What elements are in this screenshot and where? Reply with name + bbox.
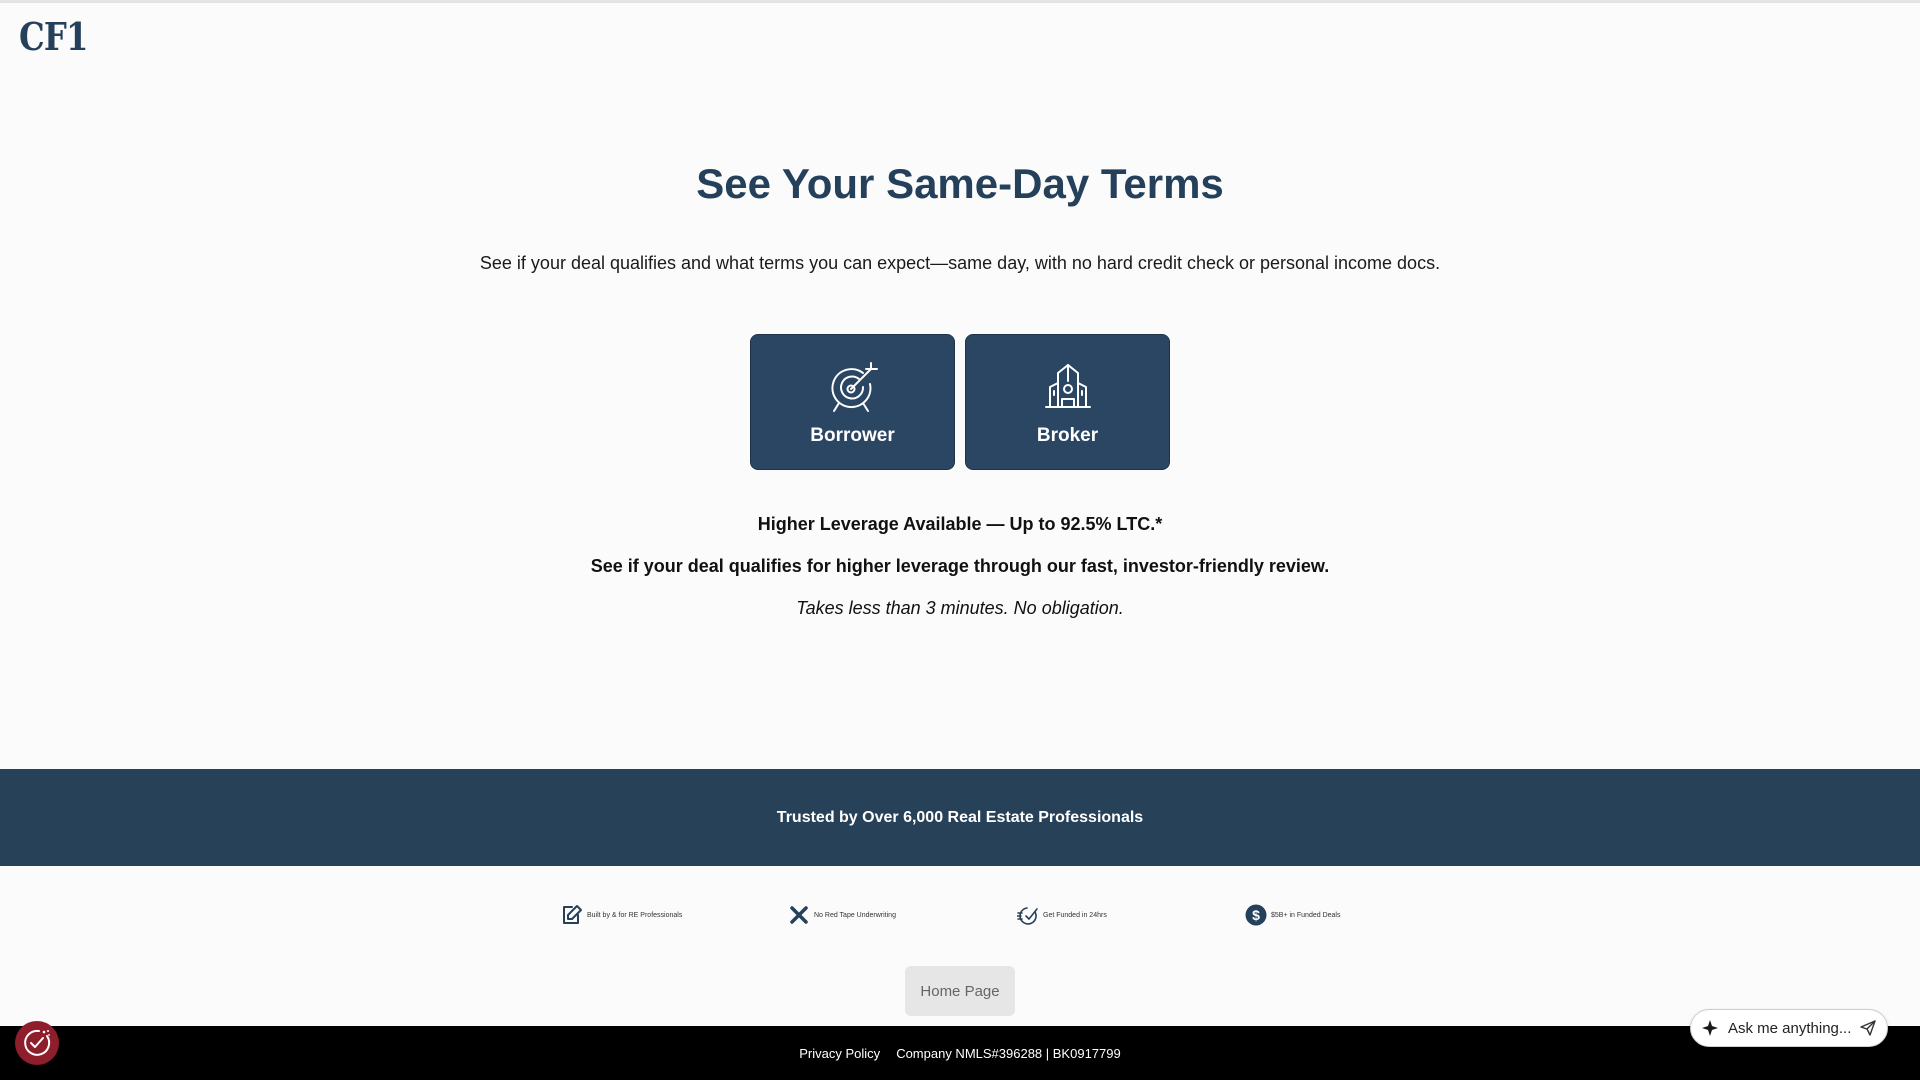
leverage-body: See if your deal qualifies for higher leverage through our fast, investor-friendly review. bbox=[590, 556, 1330, 576]
dollar-icon bbox=[1245, 904, 1267, 926]
edit-icon bbox=[561, 904, 583, 926]
cookie-settings-button[interactable] bbox=[15, 1021, 59, 1065]
chat-widget bbox=[1690, 1009, 1888, 1047]
chat-input[interactable] bbox=[1726, 1019, 1859, 1038]
feature-item bbox=[1017, 903, 1107, 927]
borrower-button[interactable] bbox=[750, 334, 955, 470]
role-choices bbox=[750, 334, 1170, 470]
privacy-policy-link[interactable]: Privacy Policy bbox=[799, 1045, 881, 1061]
feature-item bbox=[788, 903, 896, 927]
company-license: Company NMLS#396288 | BK0917799 bbox=[896, 1045, 1121, 1061]
x-icon bbox=[788, 904, 810, 926]
sparkle-icon bbox=[1701, 1019, 1719, 1037]
broker-button[interactable] bbox=[965, 334, 1170, 470]
fast-check-icon bbox=[1017, 904, 1039, 926]
broker-label: Broker bbox=[1036, 425, 1099, 446]
leverage-note: Takes less than 3 minutes. No obligation. bbox=[796, 598, 1124, 618]
footer bbox=[0, 1026, 1920, 1080]
home-page-button[interactable]: Home Page bbox=[905, 966, 1015, 1016]
leverage-headline: Higher Leverage Available — Up to 92.5% LTC.* bbox=[757, 514, 1163, 534]
logo[interactable]: CF1 bbox=[19, 14, 88, 59]
feature-text: No Red Tape Underwriting bbox=[814, 911, 896, 919]
cookie-check-icon bbox=[21, 1027, 53, 1059]
feature-text: Get Funded in 24hrs bbox=[1043, 911, 1107, 919]
trust-text: Trusted by Over 6,000 Real Estate Professionals bbox=[776, 808, 1144, 826]
trust-banner bbox=[0, 769, 1920, 866]
feature-text: Built by & for RE Professionals bbox=[587, 911, 683, 919]
send-icon[interactable] bbox=[1859, 1019, 1877, 1037]
svg-text:$: $ bbox=[1252, 907, 1260, 923]
borrower-label: Borrower bbox=[810, 425, 895, 446]
feature-text: $5B+ in Funded Deals bbox=[1271, 911, 1341, 919]
building-icon bbox=[1041, 359, 1095, 413]
feature-item bbox=[1245, 903, 1340, 927]
target-arrow-icon bbox=[826, 359, 880, 413]
feature-strip bbox=[0, 903, 1920, 927]
top-border bbox=[0, 0, 1920, 3]
feature-item bbox=[561, 903, 682, 927]
page-subtitle: See if your deal qualifies and what terms you can expect—same day, with no hard credit check or personal income docs. bbox=[479, 253, 1441, 273]
page-title: See Your Same-Day Terms bbox=[696, 160, 1224, 207]
